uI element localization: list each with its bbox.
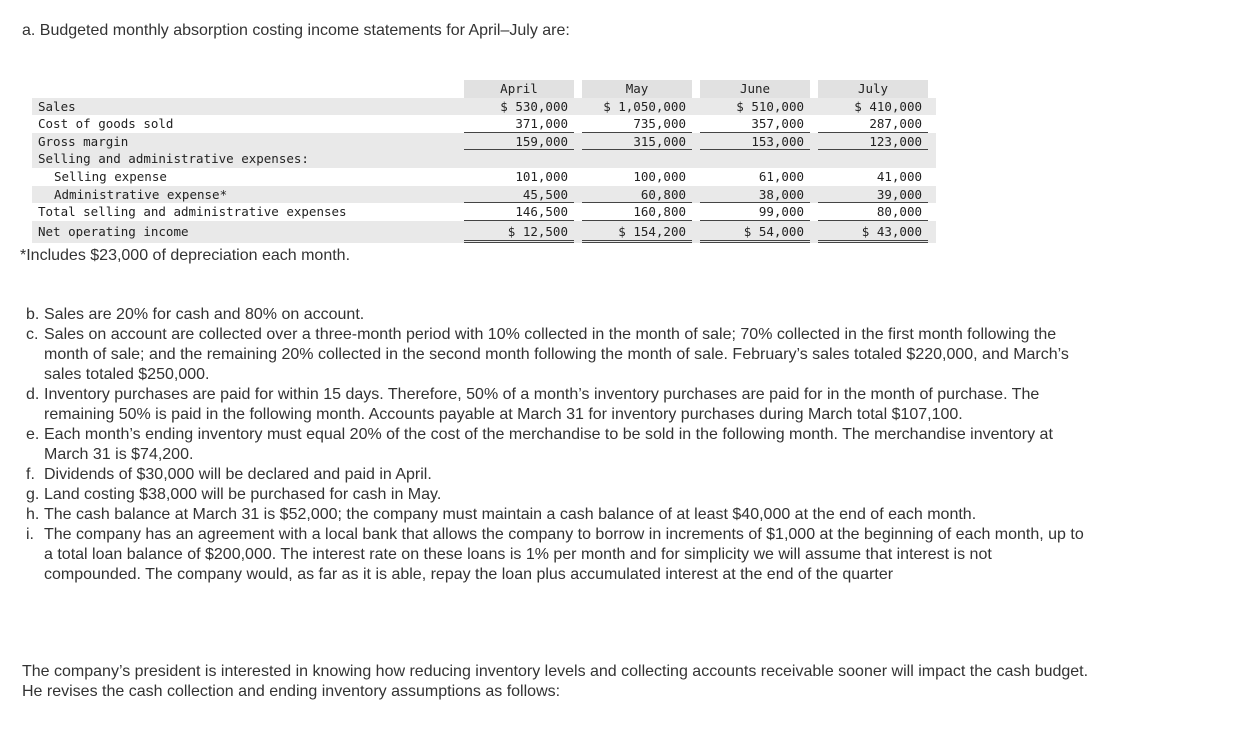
item-text: Inventory purchases are paid for within 15 days. Therefore, 50% of a month’s inventory purchases are paid for in the month of purchase. The remaining 50% is paid in the following month. Accounts payable at March 31 for inventory purchases during March total $107,100. bbox=[44, 386, 1040, 423]
value-cell: 735,000 bbox=[582, 115, 692, 133]
list-item bbox=[26, 425, 1086, 465]
value-cell: 159,000 bbox=[464, 133, 574, 151]
item-letter: i. bbox=[26, 526, 34, 543]
list-item bbox=[26, 325, 1086, 385]
value-cell: 315,000 bbox=[582, 133, 692, 151]
item-letter: b. bbox=[26, 306, 40, 323]
value-cell: 287,000 bbox=[818, 115, 928, 133]
row-label: Total selling and administrative expenses bbox=[38, 204, 347, 220]
list-item bbox=[26, 505, 1086, 525]
month-header: July bbox=[818, 80, 928, 98]
value-cell: 100,000 bbox=[633, 168, 686, 184]
item-text: Dividends of $30,000 will be declared and paid in April. bbox=[44, 466, 432, 483]
row-label: Gross margin bbox=[38, 133, 129, 149]
income-statement-table bbox=[32, 80, 936, 243]
item-text: Sales are 20% for cash and 80% on account. bbox=[44, 306, 365, 323]
month-header: June bbox=[700, 80, 810, 98]
row-total-sga bbox=[32, 203, 936, 221]
month-header: May bbox=[582, 80, 692, 98]
value-cell: 99,000 bbox=[700, 203, 810, 221]
row-label: Administrative expense* bbox=[54, 186, 228, 202]
value-cell: 123,000 bbox=[818, 133, 928, 151]
row-label: Selling and administrative expenses: bbox=[38, 151, 309, 167]
value-cell: $ 12,500 bbox=[464, 221, 574, 243]
value-cell: 80,000 bbox=[818, 203, 928, 221]
value-cell: 101,000 bbox=[515, 168, 568, 184]
row-selling-expense bbox=[32, 168, 936, 186]
value-cell: 371,000 bbox=[464, 115, 574, 133]
item-letter: d. bbox=[26, 386, 40, 403]
item-letter: c. bbox=[26, 326, 39, 343]
row-label: Sales bbox=[38, 98, 76, 114]
value-cell: 61,000 bbox=[758, 168, 804, 184]
item-text: Land costing $38,000 will be purchased for cash in May. bbox=[44, 486, 442, 503]
value-cell: $ 1,050,000 bbox=[603, 98, 686, 114]
value-cell: 146,500 bbox=[464, 203, 574, 221]
value-cell: $ 54,000 bbox=[700, 221, 810, 243]
value-cell: 45,500 bbox=[464, 186, 574, 204]
value-cell: 38,000 bbox=[700, 186, 810, 204]
row-label: Selling expense bbox=[54, 168, 167, 184]
assumptions-list bbox=[26, 305, 1086, 585]
value-cell: $ 154,200 bbox=[582, 221, 692, 243]
item-letter: g. bbox=[26, 486, 40, 503]
row-label: Net operating income bbox=[38, 223, 189, 239]
value-cell: 357,000 bbox=[700, 115, 810, 133]
item-text: Each month’s ending inventory must equal 20% of the cost of the merchandise to be sold in the following month. The merchandise inventory at March 31 is $74,200. bbox=[44, 426, 1053, 463]
row-gross-margin bbox=[32, 133, 936, 151]
row-sga-heading bbox=[32, 150, 936, 168]
value-cell: 160,800 bbox=[582, 203, 692, 221]
item-text: Sales on account are collected over a three-month period with 10% collected in the month of sale; 70% collected in the first month following the month of sale; and the remaining 20% collected in the second month following the month of sale. February’s sales totaled $220,000, and March’s sales totaled $250,000. bbox=[44, 326, 1069, 383]
item-letter: f. bbox=[26, 466, 35, 483]
item-text: The cash balance at March 31 is $52,000; the company must maintain a cash balance of at least $40,000 at the end of each month. bbox=[44, 506, 977, 523]
row-admin-expense bbox=[32, 186, 936, 204]
value-cell: 153,000 bbox=[700, 133, 810, 151]
item-text: The company has an agreement with a local bank that allows the company to borrow in increments of $1,000 at the beginning of each month, up to a total loan balance of $200,000. The interest rate on these loans is 1% per month and for simplicity we will assume that interest is not compounded. The company would, as far as it is able, repay the loan plus accumulated interest at the end of the quarter bbox=[44, 526, 1084, 583]
list-item bbox=[26, 465, 1086, 485]
value-cell: $ 530,000 bbox=[500, 98, 568, 114]
list-item bbox=[26, 485, 1086, 505]
footnote: *Includes $23,000 of depreciation each month. bbox=[20, 247, 351, 264]
list-item bbox=[26, 525, 1086, 585]
value-cell: 39,000 bbox=[818, 186, 928, 204]
item-letter: h. bbox=[26, 506, 40, 523]
row-cogs bbox=[32, 115, 936, 133]
month-header: April bbox=[464, 80, 574, 98]
value-cell: 60,800 bbox=[582, 186, 692, 204]
row-net-operating-income bbox=[32, 221, 936, 243]
list-item bbox=[26, 305, 1086, 325]
header-row bbox=[32, 80, 936, 98]
row-sales bbox=[32, 98, 936, 116]
item-letter: e. bbox=[26, 426, 40, 443]
intro-text: a. Budgeted monthly absorption costing income statements for April–July are: bbox=[22, 22, 570, 39]
row-label: Cost of goods sold bbox=[38, 116, 174, 132]
value-cell: $ 43,000 bbox=[818, 221, 928, 243]
value-cell: 41,000 bbox=[876, 168, 922, 184]
value-cell: $ 510,000 bbox=[736, 98, 804, 114]
closing-paragraph: The company’s president is interested in knowing how reducing inventory levels and collecting accounts receivable sooner will impact the cash budget. He revises the cash collection and ending inventory assumptions as follows: bbox=[22, 663, 1089, 700]
value-cell: $ 410,000 bbox=[854, 98, 922, 114]
list-item bbox=[26, 385, 1086, 425]
